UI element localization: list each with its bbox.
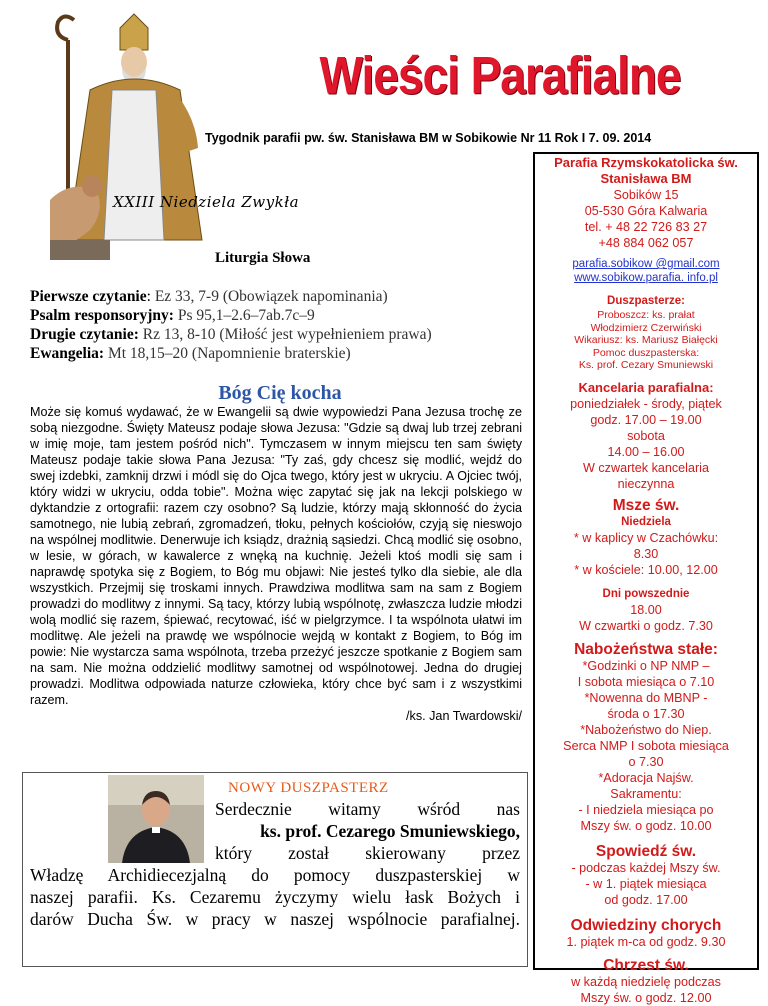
weekday-mass-line: 18.00 <box>630 602 662 617</box>
weekday-mass-line: W czwartki o godz. 7.30 <box>579 618 713 633</box>
confession-line: od godz. 17.00 <box>604 892 688 907</box>
reading-text: Rz 13, 8-10 (Miłość jest wypełnieniem prawa) <box>142 326 432 343</box>
office-line: godz. 17.00 – 19.00 <box>590 412 702 427</box>
reading-label: Pierwsze czytanie <box>30 288 147 305</box>
service-line: *Godzinki o NP NMP – <box>582 658 710 673</box>
address-line: Sobików 15 <box>613 188 679 202</box>
office-line: W czwartek kancelaria <box>583 460 709 475</box>
article-body <box>30 404 522 724</box>
reading-item: Pierwsze czytanie: Ez 33, 7-9 (Obowiązek napominania) <box>30 288 388 305</box>
baptism-info <box>535 974 757 1006</box>
office-line: sobota <box>627 428 665 443</box>
address-line: tel. + 48 22 726 83 27 <box>584 220 708 234</box>
office-line: nieczynna <box>617 476 675 491</box>
pastors-list <box>535 309 757 372</box>
reading-text: Ps 95,1–2.6–7ab.7c–9 <box>177 307 315 324</box>
weekday-heading: Dni powszednie <box>602 587 690 600</box>
service-line: *Nowenna do MBNP - <box>584 690 708 705</box>
office-hours <box>535 396 757 492</box>
reading-text: Mt 18,15–20 (Napomnienie braterskie) <box>107 345 351 362</box>
services-heading: Nabożeństwa stałe: <box>574 640 718 658</box>
announcement-line: Władzę Archidiecezjalną do pomocy duszpasterskiej w <box>30 865 520 885</box>
liturgy-heading: Liturgia Słowa <box>215 250 311 266</box>
confession-heading: Spowiedź św. <box>595 842 697 860</box>
sunday-name: XXIII Niedziela Zwykła <box>113 193 300 211</box>
sunday-masses <box>535 530 757 578</box>
sunday-mass-line: * w kościele: 10.00, 12.00 <box>574 562 718 577</box>
announcement-line: który został skierowany przez <box>215 843 520 863</box>
office-heading: Kancelaria parafialna: <box>578 379 714 395</box>
article-author: /ks. Jan Twardowski/ <box>406 709 522 723</box>
baptism-line: Mszy św. o godz. 12.00 <box>580 990 712 1005</box>
pastor-line: Proboszcz: ks. prałat <box>597 309 695 321</box>
email-link[interactable]: parafia.sobikow @gmail.com <box>572 258 720 270</box>
service-line: Serca NMP I sobota miesiąca <box>563 738 729 753</box>
office-line: 14.00 – 16.00 <box>607 444 685 459</box>
service-line: I sobota miesiąca o 7.10 <box>577 674 715 689</box>
pastors-heading: Duszpasterze: <box>607 295 685 307</box>
announcement-title: NOWY DUSZPASTERZ <box>228 780 389 796</box>
service-line: - I niedziela miesiąca po <box>578 802 714 817</box>
sick-visits-heading: Odwiedziny chorych <box>570 916 722 934</box>
sick-visits-line: 1. piątek m-ca od godz. 9.30 <box>566 934 726 949</box>
sunday-heading: Niedziela <box>621 515 671 528</box>
announcement-line <box>215 820 520 842</box>
announcement-line: darów Ducha Św. w pracy w naszej wspólnocie parafialnej. <box>30 909 520 929</box>
website-link[interactable]: www.sobikow.parafia. info.pl <box>574 272 718 284</box>
pastor-line: Włodzimierz Czerwiński <box>590 321 702 334</box>
services-list <box>535 658 757 834</box>
baptism-heading: Chrzest św. <box>603 956 689 974</box>
service-line: Mszy św. o godz. 10.00 <box>580 818 712 833</box>
sunday-mass-line: 8.30 <box>633 546 659 561</box>
reading-text: Ez 33, 7-9 (Obowiązek napominania) <box>154 288 388 305</box>
priest-name: ks. prof. Cezarego Smuniewskiego, <box>260 821 520 841</box>
article-title: Bóg Cię kocha <box>218 382 342 404</box>
article-text: Może się komuś wydawać, że w Ewangelii są dwie wypowiedzi Pana Jezusa trochę ze sobą niezgodne. Święty Mateusz podaje słowa Jezusa: "Gdzie są dwaj lub trzej zebrani w imię moje, tam jestem pośród nich". Tymczasem w innym miejscu ten sam święty Mateusz podaje takie słowa Pana Jezusa: "Ty zaś, gdy chcesz się modlić, wejdź do swej izdebki, zamknij drzwi i módl się do Ojca twego, który jest w ukryciu. A Ojciec twój, który widzi w ukryciu, odda tobie". Można więc zapytać się jak na lekcji polskiego w dyktandzie z ortografii: razem czy osobno? Są ludzie, którzy mają skłonność do życia samotnego, nie lubią zebrań, zgromadzeń, tłoku, pełnych kościołów, czyją się nieswojo na wspólnej modlitwie. Denerwuje ich ksiądz, drażnią sąsiedzi. Chcą modlić się osobno, w lesie, w górach, w kawalerce z wnęką na kuchnię. Jeżeli ktoś modli się sam i naprawdę spotyka się z Bogiem, to Bóg mu objawi: Nie jesteś tylko dla siebie, ale dla wszystkich. Przejmij się troskami innych. Prawdziwa modlitwa sam na sam z Bogiem prowadzi do modlitwy z innymi. Są tacy, którzy lubią wspólnotę, zwłaszcza ludzie młodzi wolą modlić się razem, śpiewać, recytować, iść w pielgrzymce. I ta wspólnota ułatwi im modlitwę. Ale jeżeli na prawdę we wspólnocie wejdą w kontakt z Bogiem, to Bóg im powie: Nie wystarcza sama wspólnota, trzeba przeżyć jeszcze spotkanie z Bogiem sam na sam. Nie można oddzielić modlitwy samotnej od wspólnotowej. Jedna do drugiej prowadzi. Modlitwa odpowiada naturze człowieka, który chce być sam i z wszystkimi razem. <box>30 405 522 707</box>
address-line: +48 884 062 057 <box>598 236 694 250</box>
parish-address <box>535 187 757 251</box>
announcement-line: Serdecznie witamy wśród nas <box>215 799 520 819</box>
reading-item <box>30 344 530 363</box>
reading-label: Psalm responsoryjny: <box>30 307 174 324</box>
service-line: środa o 17.30 <box>607 706 685 721</box>
pastor-line: Ks. prof. Cezary Smuniewski <box>578 359 714 371</box>
announcement-line: naszej parafii. Ks. Cezaremu życzymy wielu łask Bożych i <box>30 887 520 907</box>
sick-visits-info <box>535 934 757 950</box>
newsletter-subtitle: Tygodnik parafii pw. św. Stanisława BM w Sobikowie Nr 11 Rok I 7. 09. 2014 <box>205 131 652 145</box>
pastor-line: Pomoc duszpasterska: <box>592 346 700 359</box>
weekday-masses <box>535 602 757 634</box>
parish-info-sidebar <box>533 152 759 1005</box>
parish-name: Parafia Rzymskokatolicka św. Stanisława BM <box>554 155 738 186</box>
service-line: *Nabożeństwo do Niep. <box>580 722 712 737</box>
confession-line: - w 1. piątek miesiąca <box>585 876 707 891</box>
office-line: poniedziałek - środy, piątek <box>570 396 722 411</box>
reading-label: Ewangelia: <box>30 345 105 362</box>
readings-list <box>30 287 530 363</box>
saint-stanislaus-illustration <box>50 10 220 260</box>
masses-heading: Msze św. <box>612 496 680 514</box>
sunday-mass-line: * w kaplicy w Czachówku: <box>573 530 719 545</box>
pastor-line: Wikariusz: ks. Mariusz Białęcki <box>574 334 718 346</box>
service-line: Sakramentu: <box>610 786 682 801</box>
reading-item <box>30 325 530 344</box>
reading-label: Drugie czytanie: <box>30 326 139 343</box>
service-line: *Adoracja Najśw. <box>598 770 694 785</box>
confession-info <box>535 860 757 908</box>
service-line: o 7.30 <box>628 754 664 769</box>
newsletter-title: Wieści Parafialne <box>319 45 681 105</box>
priest-photo <box>108 775 204 863</box>
reading-item <box>30 306 530 325</box>
confession-line: - podczas każdej Mszy św. <box>571 860 721 875</box>
address-line: 05-530 Góra Kalwaria <box>584 204 708 218</box>
baptism-line: w każdą niedzielę podczas <box>571 974 721 989</box>
